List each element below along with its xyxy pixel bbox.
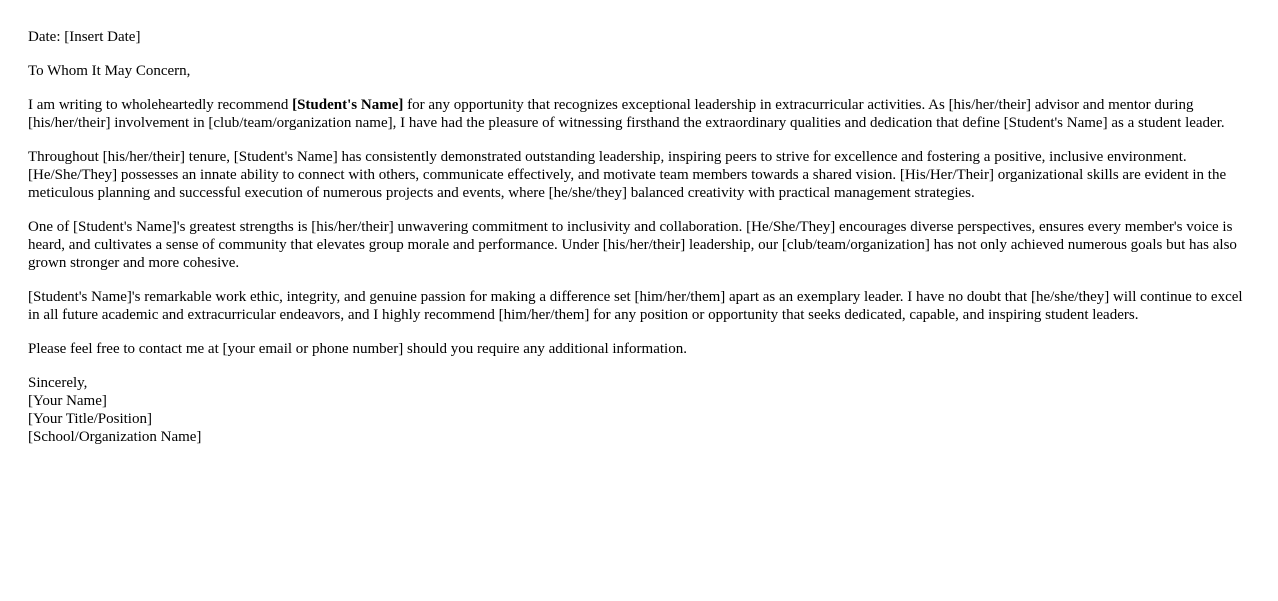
closing: Sincerely,: [28, 375, 88, 391]
signature-block: [28, 374, 1250, 446]
recommendation-letter: [28, 28, 1250, 446]
signature-title: [Your Title/Position]: [28, 411, 152, 427]
salutation: To Whom It May Concern,: [28, 63, 191, 79]
intro-text-end: for any opportunity that recognizes exceptional leadership in extracurricular activities. As [his/her/their] advisor and mentor during [his/her/their] involvement in [club/team/organization name], I have had the pleasure of witnessing firsthand the extraordinary qualities and dedication that define [Student's Name] as a student leader.: [28, 97, 1225, 131]
paragraph-leadership: Throughout [his/her/their] tenure, [Student's Name] has consistently demonstrated outstanding leadership, inspiring peers to strive for excellence and fostering a positive, inclusive environment. [He/She/They] possesses an innate ability to connect with others, communicate effectively, and motivate team members towards a shared vision. [His/Her/Their] organizational skills are evident in the meticulous planning and successful execution of numerous projects and events, where [he/she/they] balanced creativity with practical management strategies.: [28, 149, 1227, 201]
signature-organization: [School/Organization Name]: [28, 429, 202, 445]
intro-text-start: I am writing to wholeheartedly recommend: [28, 97, 293, 113]
paragraph-intro: [28, 96, 1250, 132]
student-name-bold: [Student's Name]: [292, 97, 404, 113]
paragraph-strengths: One of [Student's Name]'s greatest strengths is [his/her/their] unwavering commitment to inclusivity and collaboration. [He/She/They] encourages diverse perspectives, ensures every member's voice is heard, and cultivates a sense of community that elevates group morale and performance. Under [his/her/their] leadership, our [club/team/organization] has not only achieved numerous goals but has also grown stronger and more cohesive.: [28, 219, 1237, 271]
paragraph-contact: Please feel free to contact me at [your email or phone number] should you require any additional information.: [28, 341, 687, 357]
date-line: Date: [Insert Date]: [28, 29, 141, 45]
paragraph-endorsement: [Student's Name]'s remarkable work ethic, integrity, and genuine passion for making a difference set [him/her/them] apart as an exemplary leader. I have no doubt that [he/she/they] will continue to excel in all future academic and extracurricular endeavors, and I highly recommend [him/her/them] for any position or opportunity that seeks dedicated, capable, and inspiring student leaders.: [28, 289, 1243, 323]
signature-name: [Your Name]: [28, 393, 107, 409]
